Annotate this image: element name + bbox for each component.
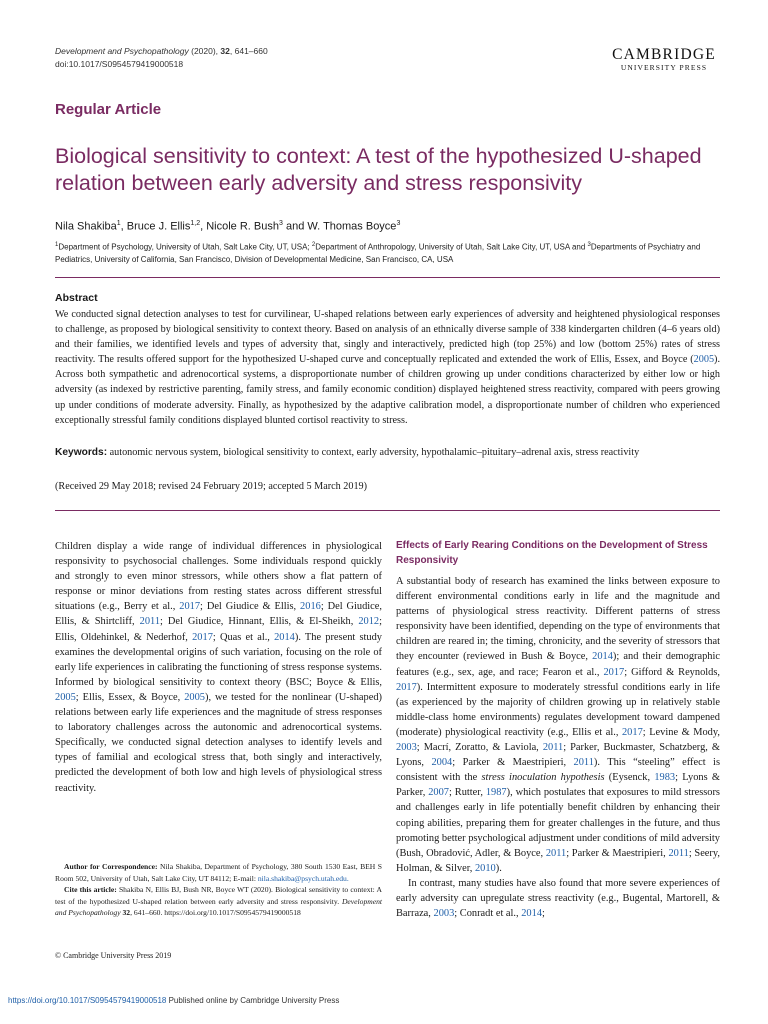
- body-text: ; Parker & Maestripieri,: [452, 757, 574, 769]
- paragraph: [396, 876, 720, 921]
- citation-link[interactable]: 2011: [542, 742, 564, 754]
- journal-pages: , 641–660: [229, 46, 268, 56]
- body-text: ; Del Giudice & Ellis,: [200, 601, 301, 613]
- author-affil-mark: 1,2: [190, 220, 201, 227]
- citation-link[interactable]: 2004: [431, 757, 453, 769]
- article-type: Regular Article: [55, 101, 162, 118]
- body-text: ), which postulates that exposures to mild stressors and challenges early in life potentially benefit children by enhancing their coping abilities, preparing them for greater challenges in the future, and thus promoting better psychological adjustment under conditions of mild adversity (Bush, Obradović, Adler, & Boyce,: [396, 787, 720, 859]
- journal-volume: 32: [220, 46, 230, 56]
- citation-link[interactable]: 2011: [139, 616, 161, 628]
- author-separator: ,: [200, 220, 207, 233]
- citation-link[interactable]: 2005: [693, 354, 715, 366]
- citation-link[interactable]: 1983: [654, 772, 676, 784]
- journal-name: Development and Psychopathology: [55, 46, 189, 56]
- body-text: ; Parker & Maestripieri,: [566, 847, 669, 859]
- publisher-logo-line1: CAMBRIDGE: [612, 46, 716, 63]
- abstract-text: ). Across both sympathetic and adrenocortical systems, a disproportionate number of children growing up under conditions characterized by either low or high adversity (as indexed by restrictive parenting, family stress, and family economic condition) displayed heightened stress reactivity, compared with peers growing up under conditions of moderate adversity. Finally, as hypothesized by the adaptive calibration model, a disproportionate number of children who experienced exceptionally stressful family conditions displayed blunted cortisol reactivity to stress.: [55, 354, 720, 426]
- body-text: ). This “steeling” effect is consistent with the: [396, 757, 720, 784]
- body-text: (Eysenck,: [604, 772, 655, 784]
- author-name: Bruce J. Ellis: [126, 220, 191, 233]
- citation-link[interactable]: 2005: [184, 691, 205, 703]
- citation-link[interactable]: 2007: [428, 787, 449, 799]
- article-title: Biological sensitivity to context: A test of the hypothesized U-shaped relation between early adversity and stress responsivity: [55, 144, 702, 195]
- affiliation: Departments of Psychiatry and Pediatrics, University of California, San Francisco, Division of Developmental Medicine, San Francisco, CA, USA: [55, 242, 701, 265]
- cite-volume: 32: [120, 908, 131, 918]
- cite-text: , 641–660. https://doi.org/10.1017/S0954579419000518: [130, 908, 301, 918]
- page-footer: [8, 996, 339, 1005]
- correspondence-text: Nila Shakiba, Department of Psychology, 380 South 1530 East, BEH S Room 502, University of Utah, Salt Lake City, UT 84112; E-mail:: [55, 862, 382, 883]
- cite-journal: Development and Psychopathology: [55, 896, 382, 918]
- paragraph: [396, 574, 720, 876]
- body-text: ; Lyons & Parker,: [396, 772, 720, 799]
- journal-citation: [55, 45, 268, 70]
- body-text: ; Ellis, Oldehinkel, & Nederhof,: [55, 616, 382, 643]
- correspondence-email[interactable]: nila.shakiba@psych.utah.edu.: [257, 873, 349, 883]
- body-text: ).: [495, 862, 502, 874]
- citation-link[interactable]: 2003: [433, 908, 455, 920]
- affiliation: Department of Anthropology, University of Utah, Salt Lake City, UT, USA and: [315, 242, 588, 252]
- right-column-text: [396, 574, 720, 921]
- author-name: Nicole R. Bush: [206, 220, 279, 233]
- body-text: ;: [542, 908, 545, 920]
- publisher-logo-line2: UNIVERSITY PRESS: [620, 63, 708, 72]
- body-text: ). The present study examines the developmental origins of such variation, focusing on the role of early life experiences in calibrating the functioning of stress response systems. Informed by biological sensitivity to context theory (BSC; Boyce & Ellis,: [55, 631, 382, 688]
- citation-link[interactable]: 2005: [55, 691, 76, 703]
- body-text: ; Seery, Holman, & Silver,: [396, 847, 720, 874]
- section-heading: Effects of Early Rearing Conditions on the Development of Stress Responsivity: [396, 540, 708, 566]
- left-column-text: [55, 539, 382, 796]
- copyright-notice: © Cambridge University Press 2019: [55, 951, 172, 960]
- citation-link[interactable]: 2003: [396, 742, 417, 754]
- citation-link[interactable]: 1987: [485, 787, 507, 799]
- body-text: ; Quas et al.,: [212, 631, 275, 643]
- author-affil-mark: 1: [116, 220, 121, 227]
- received-dates: (Received 29 May 2018; revised 24 February 2019; accepted 5 March 2019): [55, 481, 368, 492]
- author-affil-mark: 3: [279, 220, 283, 227]
- keywords-label: Keywords:: [55, 447, 108, 458]
- affiliations: [55, 239, 720, 267]
- keywords: [55, 446, 720, 460]
- italic-term: stress inoculation hypothesis: [481, 772, 605, 784]
- body-text: ; Macrí, Zoratto, & Laviola,: [416, 742, 543, 754]
- abstract-text: We conducted signal detection analyses to test for curvilinear, U-shaped relations between early experiences of adversity and heightened physiological responses to challenge, as proposed by biological sensitivity to context theory. Based on analysis of an ethnically diverse sample of 338 kindergarten children (4–6 years old) and their families, we identified levels and types of adversity that, singly and interactively, predicted high (top 25%) and low (bottom 25%) rates of stress reactivity. The results offered support for the hypothesized U-shaped curve and conceptually replicated and extended the work of Ellis, Essex, and Boyce (: [55, 309, 720, 366]
- citation-link[interactable]: 2016: [300, 601, 321, 613]
- divider-bottom: [55, 510, 720, 511]
- author-separator: and: [282, 220, 308, 233]
- citation-link[interactable]: 2011: [573, 757, 594, 769]
- body-text: ; Gifford & Reynolds,: [624, 666, 720, 678]
- publisher-logo: [608, 47, 720, 73]
- footer-text: Published online by Cambridge University Press: [166, 996, 340, 1005]
- body-text: ; Parker, Buckmaster, Schatzberg, & Lyons,: [396, 742, 720, 769]
- author-name: W. Thomas Boyce: [307, 220, 397, 233]
- journal-year: (2020),: [191, 46, 219, 56]
- body-text: ). Intermittent exposure to moderately stressful conditions early in life (as experienced by the majority of children growing up in relatively stable middle-class home environments) regulates development toward dampened (moderate) physiological reactivity (e.g., Ellis et al.,: [396, 681, 720, 738]
- footer-doi-link[interactable]: https://doi.org/10.1017/S0954579419000518: [8, 996, 167, 1005]
- citation-link[interactable]: 2014: [274, 631, 295, 643]
- cite-text: Shakiba N, Ellis BJ, Bush NR, Boyce WT (2020). Biological sensitivity to context: A test of the hypothesized U-shaped relation between early adversity and stress responsivity.: [55, 885, 382, 906]
- body-text: Children display a wide range of individual differences in physiological responsivity to psychosocial challenges. Some individuals respond quickly and strongly to even minor stressors, while others show a flat pattern of response or minor deviations from resting states across different stressful situations (e.g., Berry et al.,: [55, 541, 382, 613]
- body-text: ; Conradt et al.,: [454, 908, 522, 920]
- affil-mark: 1: [55, 242, 59, 248]
- citation-link[interactable]: 2017: [603, 666, 625, 678]
- correspondence-label: Author for Correspondence:: [64, 862, 158, 871]
- body-text: A substantial body of research has examined the links between exposure to different environmental conditions early in life and the magnitude and patterns of physiological stress reactivity. Different patterns of stress responsivity have been identified, depending on the type of environments that children are reared in; the timing, chronicity, and the severity of stressors that they encounter (reviewed in Bush & Boyce,: [396, 576, 720, 663]
- body-text: ; Levine & Mody,: [642, 726, 720, 738]
- body-text: In contrast, many studies have also found that more severe experiences of early adversity can upregulate stress reactivity (e.g., Bugental, Martorell, & Barraza,: [396, 877, 720, 920]
- abstract-body: [55, 307, 720, 428]
- citation-link[interactable]: 2011: [545, 847, 567, 859]
- body-text: ; Rutter,: [448, 787, 486, 799]
- body-text: ; Del Giudice, Ellis, & Shirtcliff,: [55, 601, 383, 628]
- citation-link[interactable]: 2014: [521, 908, 543, 920]
- cite-label: Cite this article:: [64, 885, 117, 895]
- body-text: ), we tested for the nonlinear (U-shaped) relations between early life experiences and the magnitude of stress responses to laboratory challenges across the autonomic and adrenocortical systems. Specifically, we conducted signal detection analyses to identify levels and types of familial and ecological stress that, both singly and interactively, predicted the development of both low and high levels of physiological stress reactivity.: [55, 691, 382, 794]
- affil-mark: 3: [587, 242, 591, 248]
- citation-link[interactable]: 2017: [179, 601, 201, 613]
- author-affil-mark: 3: [396, 220, 401, 227]
- affil-mark: 2: [311, 242, 316, 248]
- author-separator: ,: [120, 220, 127, 233]
- author-name: Nila Shakiba: [55, 220, 117, 233]
- affiliation: Department of Psychology, University of Utah, Salt Lake City, UT, USA;: [58, 242, 312, 252]
- citation-link[interactable]: 2010: [474, 862, 496, 874]
- citation-link[interactable]: 2017: [396, 681, 417, 693]
- abstract-heading: Abstract: [55, 292, 98, 304]
- body-text: ; Ellis, Essex, & Boyce,: [75, 691, 185, 703]
- citation-link[interactable]: 2017: [621, 726, 643, 738]
- citation-link[interactable]: 2011: [668, 847, 689, 859]
- citation-link[interactable]: 2014: [592, 651, 613, 663]
- citation-link[interactable]: 2017: [192, 631, 213, 643]
- correspondence-note: [55, 861, 382, 919]
- body-text: ; Del Giudice, Hinnant, Ellis, & El-Sheikh,: [160, 616, 359, 628]
- author-list: [55, 220, 400, 233]
- divider-top: [55, 277, 720, 278]
- keywords-text: autonomic nervous system, biological sensitivity to context, early adversity, hypothalamic–pituitary–adrenal axis, stress reactivity: [107, 447, 640, 458]
- citation-link[interactable]: 2012: [358, 616, 380, 628]
- body-text: ); and their demographic features (e.g., sex, age, and race; Fearon et al.,: [396, 651, 720, 678]
- article-doi: doi:10.1017/S0954579419000518: [55, 58, 184, 69]
